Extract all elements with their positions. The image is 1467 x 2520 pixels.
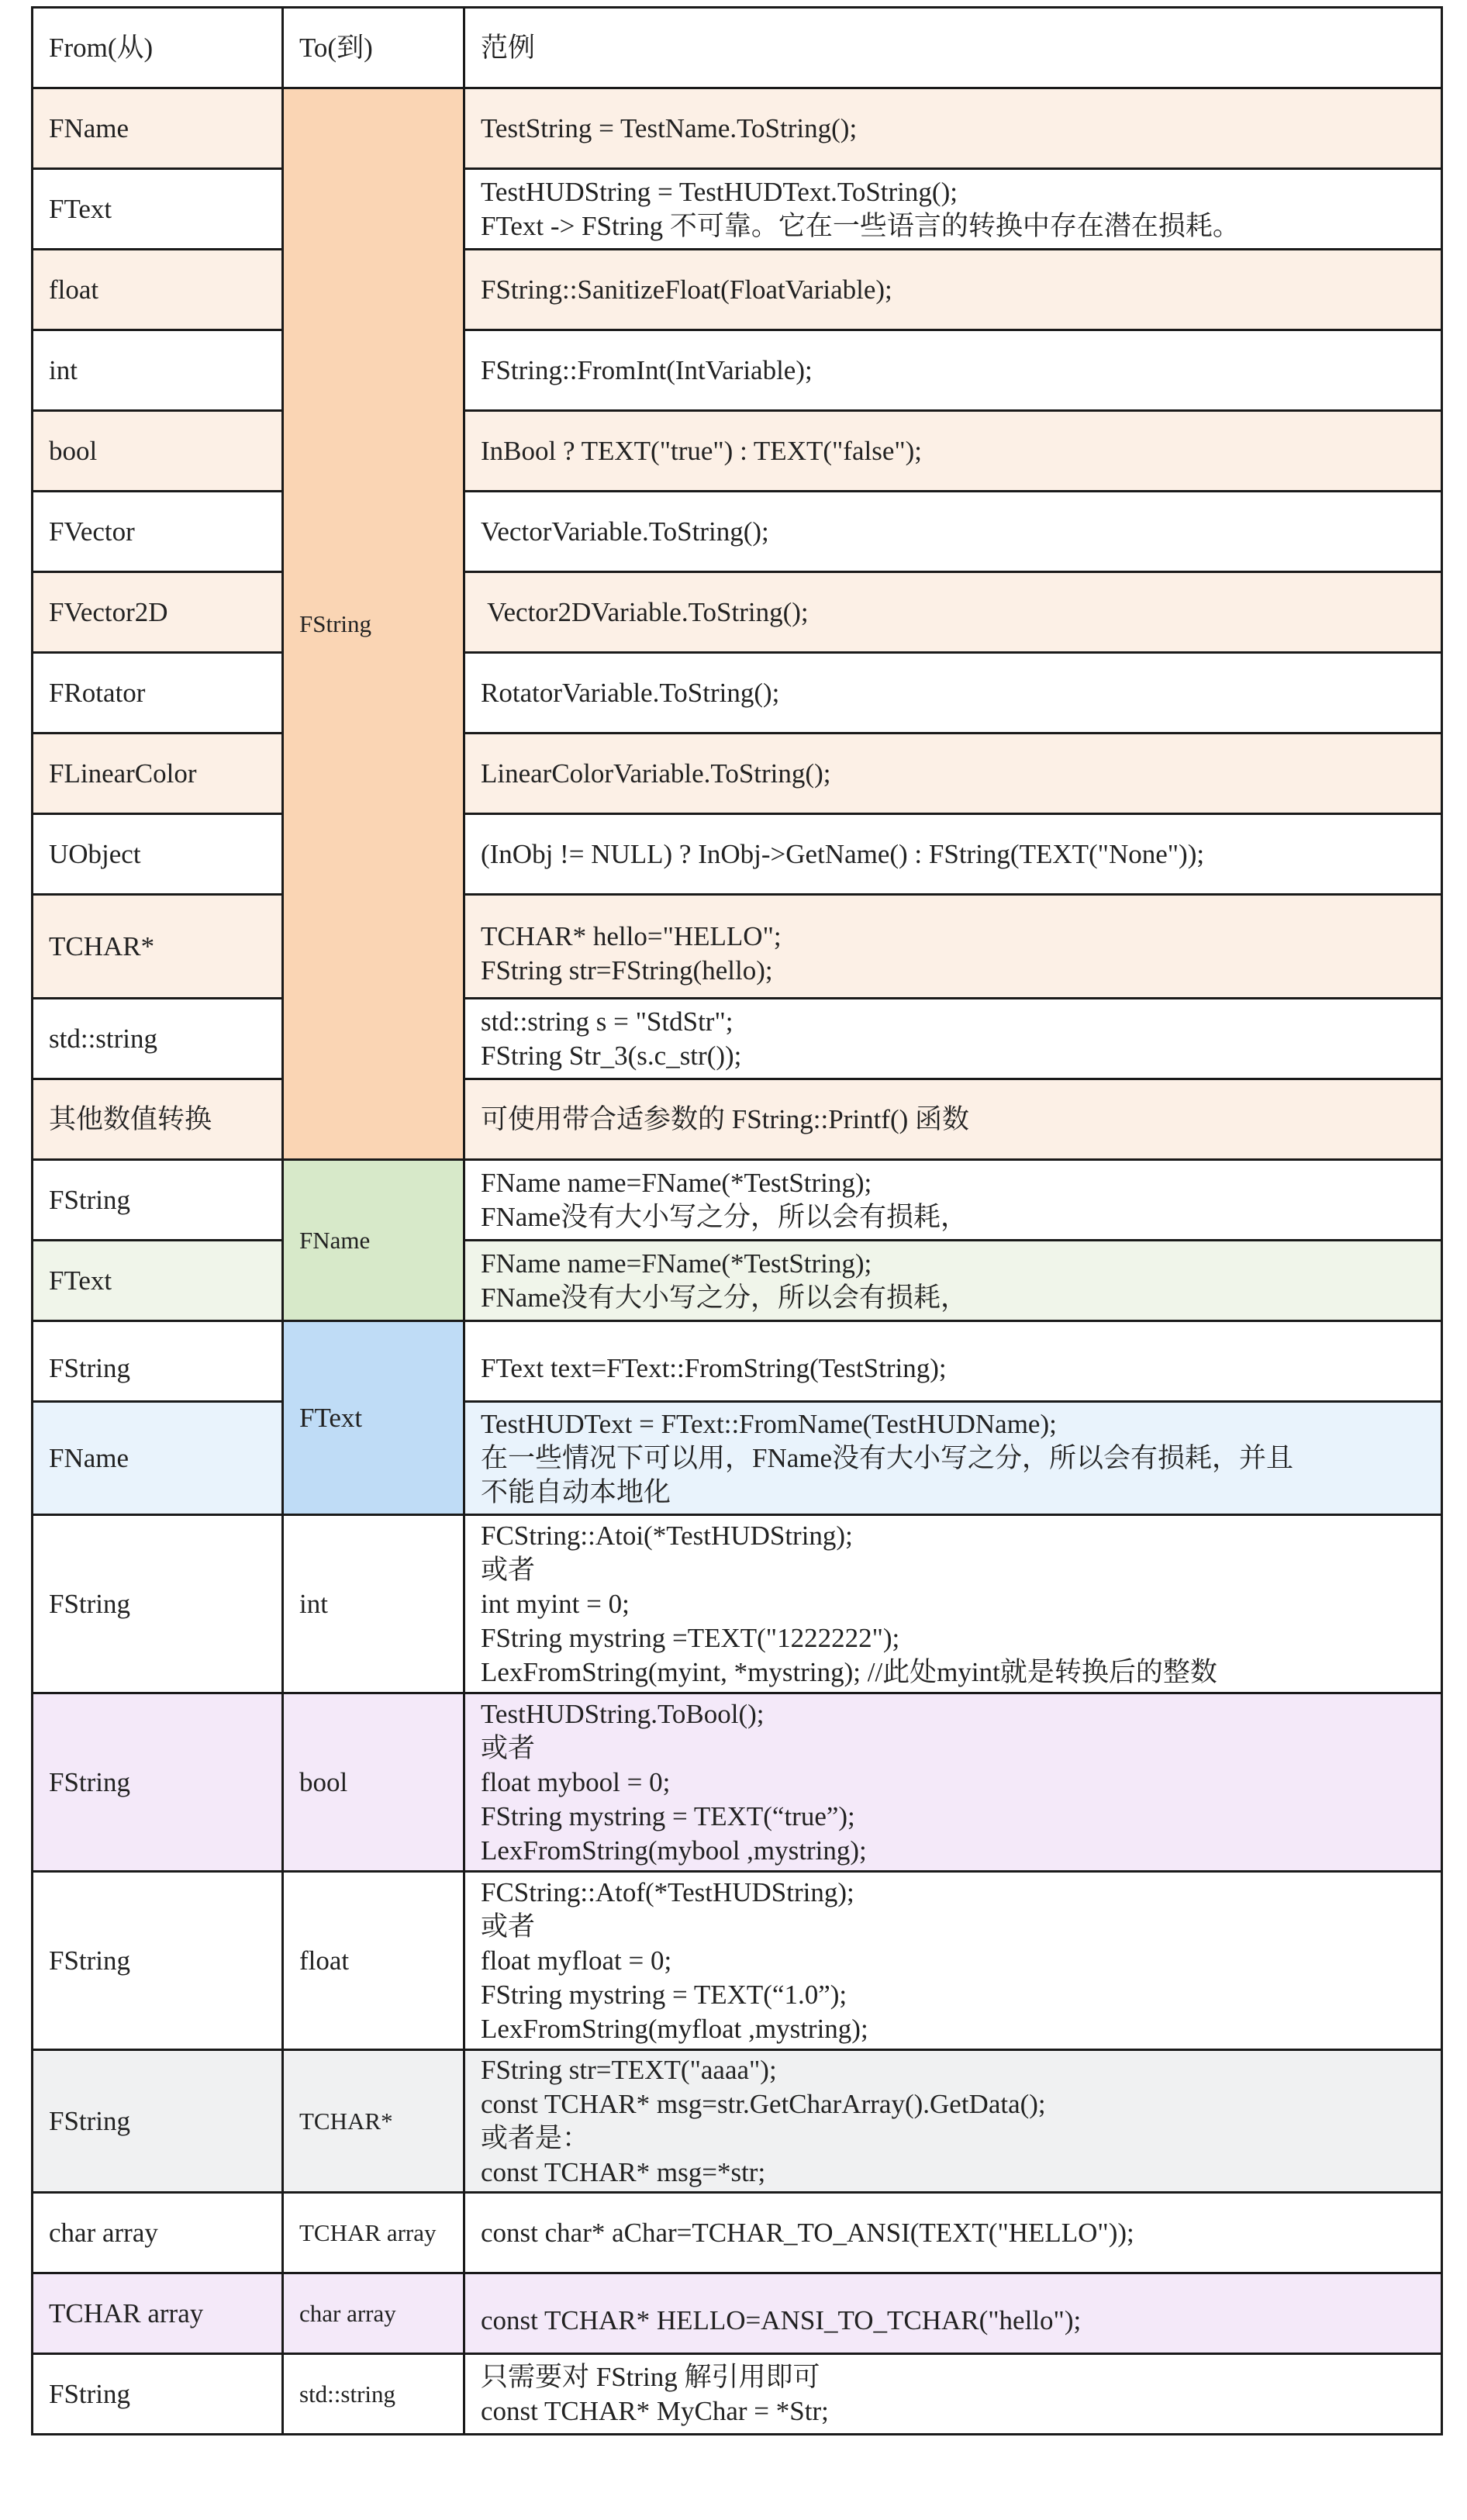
code-line: FCString::Atof(*TestHUDString); bbox=[481, 1876, 854, 1907]
table-row bbox=[33, 1241, 1442, 1321]
table-row bbox=[33, 1515, 1442, 1693]
example-cell bbox=[464, 2273, 1442, 2354]
from-cell: TCHAR* bbox=[33, 895, 283, 999]
table-row bbox=[33, 734, 1442, 814]
example-cell bbox=[464, 2050, 1442, 2193]
example-cell bbox=[464, 1241, 1442, 1321]
code-line: const TCHAR* MyChar = *Str; bbox=[481, 2395, 829, 2426]
example-cell bbox=[464, 1515, 1442, 1693]
header-from: From(从) bbox=[33, 8, 283, 88]
code-line: TCHAR* hello="HELLO"; bbox=[481, 920, 782, 951]
table-row bbox=[33, 1321, 1442, 1402]
table-row bbox=[33, 2273, 1442, 2354]
code-line: RotatorVariable.ToString(); bbox=[481, 677, 780, 708]
code-line: FText -> FString 不可靠。它在一些语言的转换中存在潜在损耗。 bbox=[481, 210, 1240, 241]
code-line: FName name=FName(*TestString); bbox=[481, 1167, 872, 1198]
code-line: const TCHAR* msg=str.GetCharArray().GetData(); bbox=[481, 2088, 1046, 2119]
table-row bbox=[33, 814, 1442, 895]
example-cell bbox=[464, 330, 1442, 411]
from-cell: 其他数值转换 bbox=[33, 1079, 283, 1160]
to-cell: bool bbox=[283, 1693, 464, 1872]
code-line: FString str=FString(hello); bbox=[481, 954, 773, 986]
table-row bbox=[33, 492, 1442, 572]
from-cell: FText bbox=[33, 1241, 283, 1321]
table-row bbox=[33, 411, 1442, 492]
to-cell: char array bbox=[283, 2273, 464, 2354]
example-cell bbox=[464, 814, 1442, 895]
code-line: const TCHAR* HELLO=ANSI_TO_TCHAR("hello"); bbox=[481, 2304, 1082, 2335]
from-cell: TCHAR array bbox=[33, 2273, 283, 2354]
code-line: (InObj != NULL) ? InObj->GetName() : FString(TEXT("None")); bbox=[481, 838, 1205, 869]
to-cell: float bbox=[283, 1872, 464, 2050]
table-row bbox=[33, 653, 1442, 734]
example-cell bbox=[464, 2193, 1442, 2273]
code-line: 可使用带合适参数的 FString::Printf() 函数 bbox=[481, 1103, 970, 1134]
code-line: TestString = TestName.ToString(); bbox=[481, 112, 858, 143]
example-cell bbox=[464, 1693, 1442, 1872]
code-line: 只需要对 FString 解引用即可 bbox=[481, 2361, 820, 2392]
to-cell: TCHAR* bbox=[283, 2050, 464, 2193]
from-cell: int bbox=[33, 330, 283, 411]
example-cell bbox=[464, 572, 1442, 653]
code-line: 在一些情况下可以用，FName没有大小写之分，所以会有损耗，并且 bbox=[481, 1442, 1294, 1473]
code-line: 或者 bbox=[481, 1554, 536, 1585]
from-cell: UObject bbox=[33, 814, 283, 895]
example-cell bbox=[464, 88, 1442, 169]
code-line: 或者是： bbox=[481, 2122, 590, 2153]
example-cell bbox=[464, 999, 1442, 1079]
from-cell: FString bbox=[33, 1160, 283, 1241]
example-cell bbox=[464, 250, 1442, 330]
code-line: FString mystring = TEXT(“true”); bbox=[481, 1800, 855, 1831]
to-cell: std::string bbox=[283, 2354, 464, 2435]
example-cell bbox=[464, 1079, 1442, 1160]
example-cell bbox=[464, 1872, 1442, 2050]
code-line: const char* aChar=TCHAR_TO_ANSI(TEXT("HELLO")); bbox=[481, 2217, 1134, 2248]
code-line: FString str=TEXT("aaaa"); bbox=[481, 2054, 777, 2085]
conversion-table bbox=[31, 6, 1443, 2435]
code-line: float myfloat = 0; bbox=[481, 1945, 672, 1976]
example-cell bbox=[464, 2354, 1442, 2435]
example-cell bbox=[464, 169, 1442, 250]
from-cell: FString bbox=[33, 2354, 283, 2435]
code-line: FName没有大小写之分，所以会有损耗， bbox=[481, 1282, 968, 1313]
table-row bbox=[33, 250, 1442, 330]
table-row bbox=[33, 1079, 1442, 1160]
code-line: FText text=FText::FromString(TestString); bbox=[481, 1352, 947, 1383]
from-cell: FText bbox=[33, 169, 283, 250]
code-line: std::string s = "StdStr"; bbox=[481, 1006, 734, 1037]
table-row bbox=[33, 572, 1442, 653]
header-example: 范例 bbox=[464, 8, 1442, 88]
code-line: FString::FromInt(IntVariable); bbox=[481, 354, 813, 385]
code-line: FCString::Atoi(*TestHUDString); bbox=[481, 1520, 853, 1551]
code-line: int myint = 0; bbox=[481, 1588, 630, 1619]
code-line: LinearColorVariable.ToString(); bbox=[481, 758, 831, 789]
from-cell: FVector bbox=[33, 492, 283, 572]
from-cell: FName bbox=[33, 88, 283, 169]
table-row bbox=[33, 2354, 1442, 2435]
example-cell bbox=[464, 895, 1442, 999]
code-line: TestHUDText = FText::FromName(TestHUDName); bbox=[481, 1408, 1057, 1439]
from-cell: bool bbox=[33, 411, 283, 492]
code-line: const TCHAR* msg=*str; bbox=[481, 2156, 766, 2187]
table-row bbox=[33, 330, 1442, 411]
code-line: VectorVariable.ToString(); bbox=[481, 516, 769, 547]
from-cell: FVector2D bbox=[33, 572, 283, 653]
code-line: InBool ? TEXT("true") : TEXT("false"); bbox=[481, 435, 923, 466]
code-line: float mybool = 0; bbox=[481, 1766, 671, 1797]
code-line: FString mystring = TEXT(“1.0”); bbox=[481, 1979, 847, 2010]
to-cell-fstring: FString bbox=[283, 88, 464, 1160]
table-row bbox=[33, 2193, 1442, 2273]
table-row bbox=[33, 2050, 1442, 2193]
to-cell: TCHAR array bbox=[283, 2193, 464, 2273]
code-line: TestHUDString = TestHUDText.ToString(); bbox=[481, 176, 958, 207]
code-line: FString Str_3(s.c_str()); bbox=[481, 1040, 742, 1071]
code-line: FString::SanitizeFloat(FloatVariable); bbox=[481, 274, 892, 305]
code-line: LexFromString(mybool ,mystring); bbox=[481, 1835, 867, 1866]
from-cell: std::string bbox=[33, 999, 283, 1079]
table-row bbox=[33, 895, 1442, 999]
from-cell: FString bbox=[33, 1515, 283, 1693]
from-cell: FName bbox=[33, 1402, 283, 1515]
code-line: 或者 bbox=[481, 1732, 536, 1763]
header-row bbox=[33, 8, 1442, 88]
example-cell bbox=[464, 492, 1442, 572]
code-line: TestHUDString.ToBool(); bbox=[481, 1698, 765, 1729]
example-cell bbox=[464, 1402, 1442, 1515]
from-cell: FString bbox=[33, 1872, 283, 2050]
conversion-table-wrapper bbox=[31, 6, 1441, 2435]
code-line: FName没有大小写之分，所以会有损耗， bbox=[481, 1201, 968, 1232]
code-line: Vector2DVariable.ToString(); bbox=[481, 596, 809, 627]
table-row bbox=[33, 169, 1442, 250]
code-line: FString mystring =TEXT("1222222"); bbox=[481, 1622, 900, 1653]
code-line: LexFromString(myfloat ,mystring); bbox=[481, 2013, 868, 2044]
to-cell-fname: FName bbox=[283, 1160, 464, 1321]
table-row bbox=[33, 88, 1442, 169]
to-cell: int bbox=[283, 1515, 464, 1693]
from-cell: FString bbox=[33, 2050, 283, 2193]
table-row bbox=[33, 999, 1442, 1079]
example-cell bbox=[464, 411, 1442, 492]
example-cell bbox=[464, 653, 1442, 734]
table-row bbox=[33, 1402, 1442, 1515]
from-cell: float bbox=[33, 250, 283, 330]
from-cell: FLinearColor bbox=[33, 734, 283, 814]
from-cell: FString bbox=[33, 1693, 283, 1872]
code-line: 或者 bbox=[481, 1911, 536, 1942]
code-line: 不能自动本地化 bbox=[481, 1476, 671, 1507]
from-cell: FString bbox=[33, 1321, 283, 1402]
table-row bbox=[33, 1160, 1442, 1241]
from-cell: FRotator bbox=[33, 653, 283, 734]
example-cell bbox=[464, 1160, 1442, 1241]
example-cell bbox=[464, 1321, 1442, 1402]
table-row bbox=[33, 1693, 1442, 1872]
table-row bbox=[33, 1872, 1442, 2050]
to-cell-ftext: FText bbox=[283, 1321, 464, 1515]
example-cell bbox=[464, 734, 1442, 814]
from-cell: char array bbox=[33, 2193, 283, 2273]
header-to: To(到) bbox=[283, 8, 464, 88]
code-line: FName name=FName(*TestString); bbox=[481, 1248, 872, 1279]
code-line: LexFromString(myint, *mystring); //此处myint就是转换后的整数 bbox=[481, 1656, 1217, 1687]
